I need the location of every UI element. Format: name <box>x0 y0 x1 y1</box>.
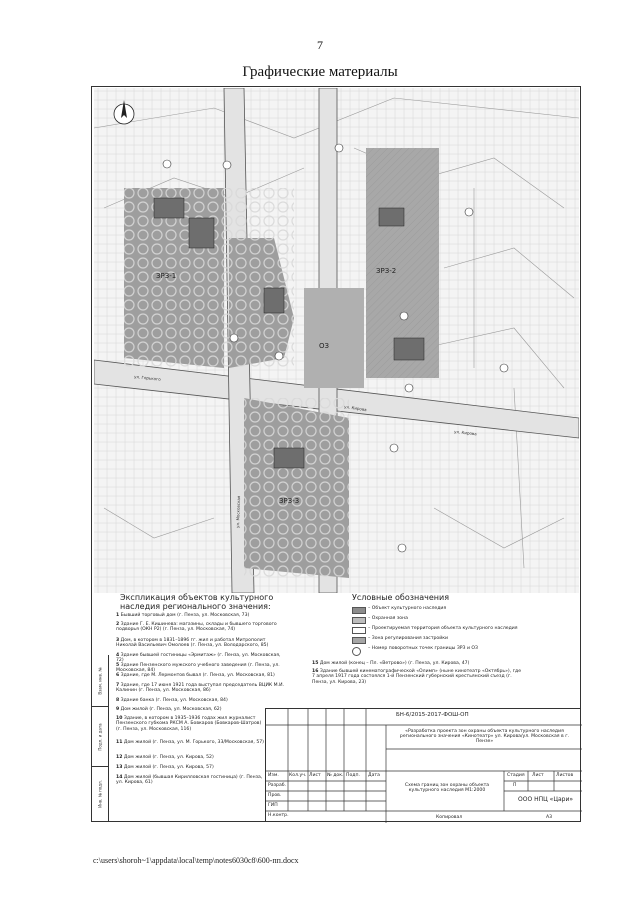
legend-symbol-2: – Охранная зона <box>368 616 408 621</box>
legend-swatch-oz <box>352 617 366 624</box>
role-label: Пров. <box>268 793 282 798</box>
title-block-grid <box>266 709 582 823</box>
explication-title: Экспликация объектов культурного наследия регионального значения: <box>120 593 274 611</box>
sidebar-cell: Подп. и дата <box>91 707 109 767</box>
header-cell: Изм. <box>268 773 279 778</box>
legend-object-12: 12 Дом жилой (г. Пенза, ул. Кирова, 52) <box>116 755 214 760</box>
file-path: c:\users\shoroh~1\appdata\local\temp\notes6030c8\600-пп.docx <box>93 856 299 865</box>
legend-symbol-4: – Зона регулирования застройки <box>368 636 448 641</box>
organization: ООО НПЦ «Цари» <box>518 796 574 803</box>
legend-object-4: 4 Здание бывшей гостиницы «Эрмитаж» (г. Пенза, ул. Московская, 72) <box>116 653 281 664</box>
legend-symbol-3: – Проектируемая территория объекта культурного наследия <box>368 626 518 631</box>
legend-symbol-1: – Объект культурного наследия <box>368 606 447 611</box>
role-label: Разраб. <box>268 783 287 788</box>
legend-object-15: 15 Дом жилой (конец – Пл. «Ветрово») (г. Пенза, ул. Кирова, 47) <box>312 661 470 666</box>
legend-object-5: 5 Здание Пензенского мужского учебного заведения (г. Пенза, ул. Московская, 84) <box>116 663 280 674</box>
legend-object-7: 7 Здание, где 17 июня 1921 года выступал председатель ВЦИК М.И. Калинин (г. Пенза, ул. Московская, 86) <box>116 683 284 694</box>
legend-object-10: 10 Здание, в котором в 1935–1936 годах жил журналист Пензенского губкома РКСМ А. Бовкаров (Бовкаров-Шатров) (г. Пенза, ул. Московская, 116) <box>116 716 262 732</box>
legend-swatch-zrz <box>352 637 366 644</box>
page-title: Графические материалы <box>242 64 398 80</box>
street-label: ул. Кирова <box>343 404 368 413</box>
title-block <box>265 708 581 822</box>
legend-object-16: 16 Здание бывшей кинематографической «Олимп» (ныне кинотеатр «Октябрь»), где 7 апреля 1917 года состоялся 1-й Пензенский губернский крестьянский съезд (г. Пенза, ул. Кирова, 23) <box>312 669 522 685</box>
street-label: ул. Московская <box>235 495 242 529</box>
legend-object-14: 14 Дом жилой (бывшая Кирилловская гостиница) (г. Пенза, ул. Кирова, 61) <box>116 775 263 786</box>
map-graphic <box>94 88 579 593</box>
project-title: «Разработка проекта зон охраны объекта культурного наследия регионального значения «Кинотеатр» ул. Кирова/ул. Московская в г. Пензе» <box>399 729 570 745</box>
legend-swatch-point <box>352 647 361 656</box>
left-sidebar-stamp <box>91 655 109 822</box>
legend-swatch-territory <box>352 627 366 634</box>
stage-value: П <box>513 783 517 788</box>
header-cell: Кол.уч. <box>289 773 307 778</box>
page-number: 7 <box>317 38 323 52</box>
role-label: ГИП <box>268 803 278 808</box>
legend-object-11: 11 Дом жилой (г. Пенза, ул. М. Горького, 33/Московская, 57) <box>116 740 264 745</box>
zone-label-zrz-1: ЗРЗ-1 <box>156 272 177 280</box>
zone-label-zrz-3: ЗРЗ-3 <box>279 497 300 505</box>
street-label: ул. Горького <box>133 374 161 382</box>
legend-object-6: 6 Здание, где М. Лермонтов бывал (г. Пенза, ул. Московская, 81) <box>116 673 275 678</box>
legend-symbol-5: – Номер поворотных точек границы ЗРЗ и ОЗ <box>368 646 478 651</box>
street-label: ул. Кирова <box>453 429 477 437</box>
sheet-title: Схема границ зон охраны объекта культурного наследия М1:2000 <box>404 783 490 794</box>
col-header-sheet: Лист <box>532 773 544 778</box>
header-cell: Дата <box>368 773 380 778</box>
legend-object-9: 9 Дом жилой (г. Пенза, ул. Московская, 62) <box>116 707 222 712</box>
cadastral-map <box>94 88 579 593</box>
col-header-sheets: Листов <box>556 773 574 778</box>
legend-swatch-okn <box>352 607 366 614</box>
legend-object-1: 1 Бывший торговый дом (г. Пенза, ул. Московская, 73) <box>116 613 250 618</box>
sidebar-cell: Взам. инв. № <box>91 655 109 707</box>
zone-oz <box>304 288 364 388</box>
sidebar-cell: Инв. № подл. <box>91 767 109 822</box>
legend-object-13: 13 Дом жилой (г. Пенза, ул. Кирова, 57) <box>116 765 214 770</box>
format-label: А3 <box>546 815 553 820</box>
zone-label-zrz-2: ЗРЗ-2 <box>376 267 397 275</box>
header-cell: Подп. <box>346 773 360 778</box>
legend-object-2: 2 Здание Г. Е. Кишинева: магазины, склады и бывшего торгового подворья (ОКН Р2) (г. Пенза, ул. Московская, 74) <box>116 622 277 633</box>
header-cell: Лист <box>309 773 321 778</box>
symbols-title: Условные обозначения <box>352 593 450 602</box>
legend-object-8: 8 Здание банка (г. Пенза, ул. Московская, 84) <box>116 698 228 703</box>
copied-label: Копировал <box>436 815 463 820</box>
legend-object-3: 3 Дом, в котором в 1831–1896 гг. жил и работал Митрополит Николай Васильевич Омолоев (г. Пенза, ул. Володарского, 85) <box>116 638 269 649</box>
role-label: Н.контр. <box>268 813 289 818</box>
drawing-code: БН-6/2015-2017-ФОШ-ОП <box>396 712 469 718</box>
zone-label-oz: ОЗ <box>319 342 329 350</box>
header-cell: № док. <box>327 773 344 778</box>
col-header-stage: Стадия <box>507 773 525 778</box>
